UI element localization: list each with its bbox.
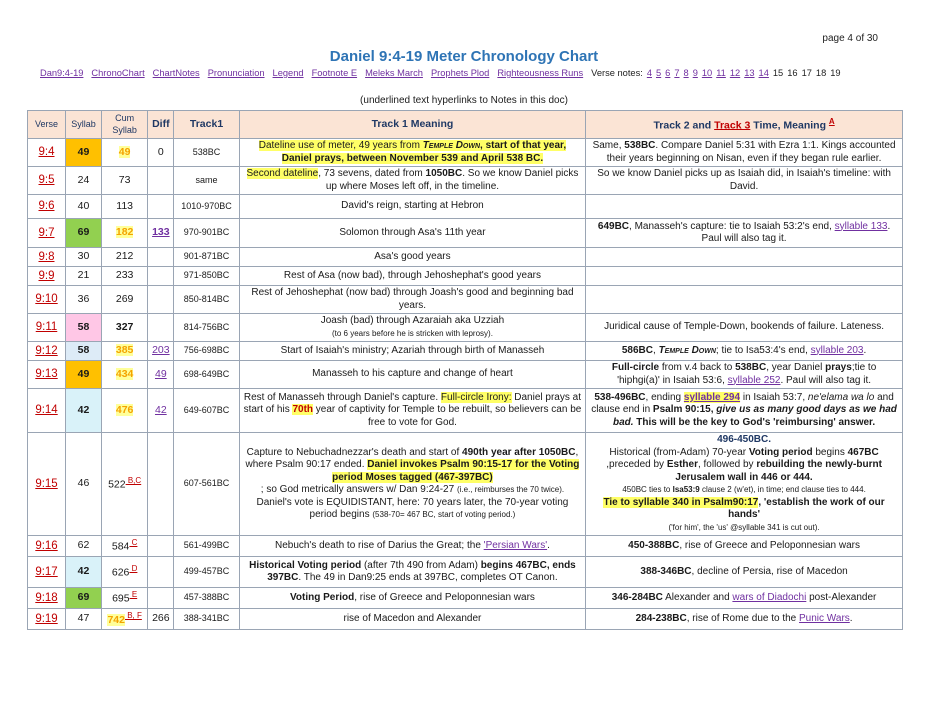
cell-text: 346-284BC [611, 591, 663, 603]
cell-text: 538BC [735, 362, 767, 373]
cell-text: (after 7th 490 from Adam) [361, 559, 481, 571]
cell-text: 70th [292, 404, 314, 416]
verse-link[interactable]: 9:19 [28, 609, 66, 630]
table-row [28, 433, 903, 536]
nav-link-7[interactable]: Prophets Plod [430, 68, 490, 78]
cell-text: Esther [666, 459, 698, 470]
track1-dates: 901-871BC [174, 248, 239, 267]
cell-text: Nebuch's death to rise of Darius the Great; the [274, 539, 484, 551]
cell-text: 496-450BC. [717, 434, 772, 445]
header-cum-syllab: Cum Syllab [101, 111, 147, 139]
syllable-count: 58 [66, 342, 102, 361]
diff-text[interactable]: 203 [152, 344, 170, 357]
track1-dates: 1010-970BC [174, 195, 239, 219]
cell-text: 586BC [621, 344, 654, 356]
cumulative-syllables [101, 167, 147, 195]
cell-text: Rest of Asa (now bad), through Jehoshephat's good years [283, 269, 541, 281]
verse-link[interactable]: 9:11 [28, 314, 66, 342]
verse-link[interactable]: 9:14 [28, 389, 66, 433]
cumulative-syllables [101, 195, 147, 219]
cell-text: tie to 'hiphgi(a)' in Isaiah 53:6, [617, 362, 877, 386]
cumulative-syllables [101, 588, 147, 609]
note-link[interactable]: 'Persian Wars' [483, 539, 548, 551]
cum-value: 476 [115, 403, 134, 416]
diff-text: 0 [157, 145, 164, 158]
cell-text: give us as many good days as we had bad. [612, 404, 897, 428]
footnote-a-link[interactable]: A [828, 116, 835, 126]
cell-text: clause 2 (w'et), in time; end clause ties to 444. [699, 485, 866, 494]
cumulative-syllables [101, 361, 147, 389]
cell-text: 490th year after 1050BC [462, 446, 576, 458]
syllable-count: 49 [66, 139, 102, 167]
verse-note-19: 19 [830, 68, 841, 78]
nav-link-3[interactable]: Pronunciation [207, 68, 265, 78]
track2-meaning [586, 609, 903, 630]
table-row [28, 557, 903, 588]
track2-meaning [586, 536, 903, 557]
table-header-row [28, 111, 903, 139]
cell-text: (538-70= 467 BC, start of voting period.) [372, 510, 516, 519]
track1-meaning [239, 342, 585, 361]
table-row [28, 609, 903, 630]
track1-meaning [239, 361, 585, 389]
track2-meaning [586, 557, 903, 588]
syllable-count: 69 [66, 219, 102, 248]
cell-text: preceded by [609, 459, 667, 470]
cell-text: and clause end in [591, 391, 894, 416]
cell-text: prays [825, 362, 852, 373]
verse-link[interactable]: 9:7 [28, 219, 66, 248]
cell-text: Manasseh to his capture and change of heart [312, 368, 513, 380]
cell-text: Temple Down [422, 140, 481, 151]
diff-value [148, 267, 174, 286]
track3-link[interactable]: Track 3 [714, 119, 751, 132]
cell-text: (i.e., reimburses the 70 twice). [456, 485, 565, 494]
nav-link-1[interactable]: ChronoChart [91, 68, 145, 78]
cell-text: , where Psalm 90:17 ended. [245, 446, 579, 470]
track2-meaning [586, 389, 903, 433]
header-diff: Diff [148, 111, 174, 139]
cell-text: This will be the key to God's 'reimbursing' answer. [633, 416, 876, 428]
cumulative-syllables [101, 536, 147, 557]
cell-text: , start of that year, Daniel prays, between November 539 and April 538 BC. [281, 140, 567, 164]
cumulative-syllables [101, 314, 147, 342]
syllable-count: 24 [66, 167, 102, 195]
track2-meaning [586, 248, 903, 267]
cell-text: Daniel's vote is EQUIDISTANT, here: 70 years later, the 70-year voting period begins [256, 496, 569, 520]
table-row [28, 314, 903, 342]
diff-value [148, 139, 174, 167]
cell-text: Second dateline [246, 168, 319, 179]
cell-text: , followed by [697, 459, 757, 470]
cumulative-syllables [101, 557, 147, 588]
footnote-link[interactable]: D [129, 564, 138, 574]
track1-dates: 756-698BC [174, 342, 239, 361]
cell-text: 450-388BC [628, 539, 680, 551]
track1-dates: 698-649BC [174, 361, 239, 389]
verse-link[interactable]: 9:15 [28, 433, 66, 536]
track1-meaning [239, 314, 585, 342]
diff-value[interactable] [148, 219, 174, 248]
track2-meaning [586, 219, 903, 248]
track1-meaning [239, 195, 585, 219]
verse-notes-label: Verse notes: [591, 68, 643, 78]
cell-text: Tie to syllable 340 in Psalm90:17 [603, 496, 759, 508]
track1-meaning [239, 248, 585, 267]
cell-text: year of captivity for Temple to be rebuilt, so believers can be free to vote for God. [313, 404, 582, 428]
diff-value [148, 433, 174, 536]
verse-link[interactable]: 9:6 [28, 195, 66, 219]
diff-value [148, 248, 174, 267]
cell-text: . [863, 344, 867, 356]
cell-text: , 'establish the work of our hands' [728, 496, 885, 520]
cell-text: Alexander and [662, 591, 733, 603]
track1-meaning [239, 267, 585, 286]
cell-text: , rise of Greece and Peloponnesian wars [354, 591, 535, 603]
table-row [28, 219, 903, 248]
cum-value: 182 [115, 226, 134, 239]
track2-meaning [586, 433, 903, 536]
nav-bar [40, 68, 845, 78]
cell-text: Psalm 90:15, [652, 404, 717, 416]
cell-text: Daniel invokes Psalm 90:15-17 for the Voting period Moses tagged (467-397BC) [332, 459, 580, 483]
track1-dates: 814-756BC [174, 314, 239, 342]
track1-dates: 649-607BC [174, 389, 239, 433]
cell-text: Temple Down [658, 344, 716, 356]
syllable-count: 21 [66, 267, 102, 286]
verse-note-link-8[interactable]: 8 [683, 68, 689, 78]
verse-note-link-13[interactable]: 13 [744, 68, 755, 78]
track2-meaning [586, 588, 903, 609]
cell-text: Historical Voting period [249, 559, 362, 571]
cell-text: , [606, 459, 610, 470]
cell-text: from v.4 back to [659, 362, 736, 373]
nav-link-5[interactable]: Footnote E [311, 68, 358, 78]
cell-text: , ending [645, 391, 684, 403]
cell-text: (to 6 years before he is stricken with leprosy). [331, 328, 493, 338]
diff-value [148, 536, 174, 557]
cumulative-syllables [101, 609, 147, 630]
diff-value [148, 588, 174, 609]
verse-link[interactable]: 9:18 [28, 588, 66, 609]
cell-text: 538-496BC [594, 391, 646, 403]
table-row [28, 248, 903, 267]
table-row [28, 195, 903, 219]
track1-dates: same [174, 167, 239, 195]
cell-text: , year Daniel [766, 362, 826, 373]
cell-text: ; [851, 362, 855, 373]
diff-value [148, 286, 174, 314]
diff-text[interactable]: 49 [154, 367, 167, 380]
cell-text: 538BC [624, 140, 656, 151]
header-track1: Track1 [174, 111, 239, 139]
verse-link[interactable]: 9:10 [28, 286, 66, 314]
cell-text: , rise of Rome due to the [686, 612, 800, 624]
track1-dates: 971-850BC [174, 267, 239, 286]
track1-meaning [239, 139, 585, 167]
track1-dates: 538BC [174, 139, 239, 167]
syllable-count: 30 [66, 248, 102, 267]
cumulative-syllables [101, 286, 147, 314]
verse-note-18: 18 [815, 68, 827, 78]
cum-value: 385 [115, 344, 134, 357]
cell-text: ; tie to Isa53:4's end, [715, 344, 811, 356]
cell-text: . The 49 in Dan9:25 ends at 397BC, completes OT Canon. [298, 572, 558, 583]
table-row [28, 588, 903, 609]
cum-value: 584 [111, 540, 130, 553]
cumulative-syllables [101, 248, 147, 267]
cumulative-syllables [101, 139, 147, 167]
verse-link[interactable]: 9:5 [28, 167, 66, 195]
diff-value [148, 314, 174, 342]
cell-text: Voting Period [289, 591, 355, 603]
cell-text: Joash (bad) through Azaraiah aka Uzziah [320, 315, 505, 326]
cell-text: Voting period [748, 446, 813, 458]
cell-text: Capture to Nebuchadnezzar's death and start of [246, 446, 463, 458]
table-row [28, 536, 903, 557]
cell-text: Asa's good years [374, 250, 451, 262]
track2-meaning [586, 314, 903, 342]
table-row [28, 361, 903, 389]
verse-note-17: 17 [801, 68, 812, 78]
header-syllab: Syllab [66, 111, 102, 139]
verse-note-16: 16 [787, 68, 798, 78]
cell-text: . Paul will also tag it. [780, 374, 872, 386]
cell-text: Same, [592, 140, 625, 151]
cumulative-syllables [101, 342, 147, 361]
cumulative-syllables [101, 267, 147, 286]
cell-text: 284-238BC [635, 612, 687, 624]
diff-text: 266 [152, 612, 170, 625]
table-row [28, 342, 903, 361]
footnote-link[interactable]: B, F [124, 611, 142, 621]
diff-value [148, 195, 174, 219]
syllable-count: 42 [66, 389, 102, 433]
cumulative-syllables [101, 433, 147, 536]
track2-meaning [586, 139, 903, 167]
cell-text: Historical (from-Adam) 70-year [609, 446, 749, 458]
track1-meaning [239, 609, 585, 630]
cum-value: 73 [118, 173, 131, 186]
hyperlink-note: (underlined text hyperlinks to Notes in this doc) [360, 95, 568, 106]
cell-text: 1050BC [425, 168, 463, 179]
cum-value: 327 [115, 320, 134, 333]
track1-dates: 388-341BC [174, 609, 239, 630]
cell-text: ne'elama wa lo [807, 391, 875, 403]
header-verse: Verse [28, 111, 66, 139]
verse-note-link-10[interactable]: 10 [701, 68, 713, 78]
note-link[interactable]: wars of Diadochi [732, 591, 807, 603]
diff-text[interactable]: 133 [152, 226, 170, 239]
track1-meaning [239, 588, 585, 609]
track1-dates: 607-561BC [174, 433, 239, 536]
verse-note-link-7[interactable]: 7 [674, 68, 680, 78]
cell-text: . So we know Daniel picks up where Moses left off, in the timeline. [325, 168, 579, 192]
track1-dates: 970-901BC [174, 219, 239, 248]
verse-note-link-9[interactable]: 9 [692, 68, 698, 78]
track2-meaning [586, 267, 903, 286]
header-track2-tail: Time, Meaning [750, 119, 829, 132]
cell-text: Full-circle [611, 362, 660, 373]
nav-link-6[interactable]: Meleks March [365, 68, 423, 78]
verse-note-link-5[interactable]: 5 [656, 68, 662, 78]
track2-meaning [586, 167, 903, 195]
verse-note-link-14[interactable]: 14 [758, 68, 769, 78]
footnote-link[interactable]: E [129, 590, 138, 600]
cell-text: . Paul will also tag it. [701, 220, 891, 244]
diff-value [148, 167, 174, 195]
table-row [28, 267, 903, 286]
cell-text: Juridical cause of Temple-Down, bookends of failure. Lateness. [604, 321, 885, 333]
cell-text: begins [812, 446, 848, 458]
verse-link[interactable]: 9:17 [28, 557, 66, 588]
syllable-count: 42 [66, 557, 102, 588]
cell-text: Rest of Jehoshephat (now bad) through Joash's good and beginning bad years. [251, 287, 574, 311]
footnote-link[interactable]: C [129, 538, 138, 548]
cell-text: . [547, 539, 550, 551]
cell-text: , Manasseh's capture: tie to Isaiah 53:2's end, [629, 220, 835, 232]
nav-link-8[interactable]: Righteousness Runs [497, 68, 584, 78]
verse-link[interactable]: 9:12 [28, 342, 66, 361]
track2-meaning [586, 195, 903, 219]
cum-value: 626 [111, 566, 130, 579]
diff-value [148, 609, 174, 630]
page-title: Daniel 9:4-19 Meter Chronology Chart [329, 48, 599, 65]
cum-value: 269 [115, 292, 134, 305]
header-track2-meaning [586, 111, 903, 139]
note-link[interactable]: Punic Wars [799, 612, 850, 624]
track1-meaning [239, 167, 585, 195]
cum-value: 434 [115, 367, 134, 380]
cell-text: 467BC [847, 446, 879, 458]
cell-text: Full-circle Irony: [440, 391, 512, 403]
verse-link[interactable]: 9:16 [28, 536, 66, 557]
verse-link[interactable]: 9:13 [28, 361, 66, 389]
syllable-count: 47 [66, 609, 102, 630]
track1-dates: 499-457BC [174, 557, 239, 588]
verse-note-link-11[interactable]: 11 [716, 68, 726, 78]
cell-text: post-Alexander [806, 591, 877, 603]
cell-text: rise of Macedon and Alexander [343, 612, 482, 624]
verse-note-link-4[interactable]: 4 [646, 68, 652, 78]
track1-meaning [239, 536, 585, 557]
page-number: page 4 of 30 [822, 33, 878, 44]
verse-note-15: 15 [772, 68, 784, 78]
cum-value: 49 [118, 145, 131, 158]
cumulative-syllables [101, 389, 147, 433]
cell-text: David's reign, starting at Hebron [341, 200, 484, 212]
header-track1-meaning: Track 1 Meaning [239, 111, 585, 139]
cum-value: 212 [115, 250, 134, 263]
track1-dates: 561-499BC [174, 536, 239, 557]
nav-link-2[interactable]: ChartNotes [152, 68, 200, 78]
cell-text: rebuilding the newly-burnt Jerusalem wall in 446 or 444. [675, 459, 882, 483]
track2-meaning [586, 342, 903, 361]
cell-text: Isa53:9 [672, 485, 700, 494]
cell-text: , 73 sevens, dated from [318, 168, 426, 179]
track1-dates: 850-814BC [174, 286, 239, 314]
verse-link[interactable]: 9:9 [28, 267, 66, 286]
cell-text: ('for him', the 'us' @syllable 341 is cut out). [668, 522, 820, 532]
track1-meaning [239, 433, 585, 536]
table-row [28, 167, 903, 195]
cum-value: 695 [112, 592, 130, 605]
diff-value[interactable] [148, 342, 174, 361]
cumulative-syllables [101, 219, 147, 248]
note-link[interactable]: syllable 203 [810, 344, 864, 356]
header-track2-text: Track 2 and [653, 119, 715, 132]
nav-link-0[interactable]: Dan9:4-19 [40, 68, 84, 78]
cell-text: Rest of Manasseh through Daniel's capture. [243, 391, 441, 403]
syllable-count: 69 [66, 588, 102, 609]
cell-text: 649BC [597, 220, 630, 232]
table-row [28, 139, 903, 167]
cell-text: Daniel prays at start of his [243, 391, 581, 416]
syllable-count: 40 [66, 195, 102, 219]
note-link[interactable]: syllable 252 [727, 374, 781, 386]
diff-value[interactable] [148, 361, 174, 389]
cum-value: 113 [116, 199, 134, 212]
syllable-count: 36 [66, 286, 102, 314]
syllable-count: 58 [66, 314, 102, 342]
nav-link-4[interactable]: Legend [272, 68, 304, 78]
note-link[interactable]: syllable 294 [683, 391, 741, 403]
chronology-table [27, 110, 903, 630]
track2-meaning [586, 361, 903, 389]
table-row [28, 286, 903, 314]
track1-meaning [239, 219, 585, 248]
cell-text: 388-346BC [640, 565, 692, 577]
track1-dates: 457-388BC [174, 588, 239, 609]
cum-value: 233 [115, 269, 134, 282]
diff-value[interactable] [148, 389, 174, 433]
syllable-count: 62 [66, 536, 102, 557]
cell-text: , [653, 344, 659, 356]
verse-note-link-12[interactable]: 12 [729, 68, 741, 78]
cell-text: So we know Daniel picks up as Isaiah did, in Isaiah's timeline: with David. [597, 168, 891, 192]
cum-value: 742 [107, 613, 125, 626]
verse-link[interactable]: 9:8 [28, 248, 66, 267]
cell-text: , rise of Greece and Peloponnesian wars [679, 539, 860, 551]
cell-text: Start of Isaiah's ministry; Azariah through birth of Manasseh [280, 344, 545, 356]
cell-text: begins 467BC, ends 397BC [267, 559, 576, 583]
diff-value [148, 557, 174, 588]
cell-text: . Compare Daniel 5:31 with Ezra 1:1. Kings accounted their years beginning on Nisan, even if they began rule earlier. [606, 140, 896, 164]
cell-text: 450BC ties to [622, 485, 673, 494]
cum-value: 522 [108, 478, 126, 491]
verse-note-link-6[interactable]: 6 [665, 68, 671, 78]
cell-text: Dateline use of meter, 49 years from [258, 140, 423, 151]
track1-meaning [239, 557, 585, 588]
cell-text: . [849, 612, 853, 624]
cell-text: in Isaiah 53:7, [740, 391, 808, 403]
cell-text: , decline of Persia, rise of Macedon [691, 565, 848, 577]
syllable-count: 46 [66, 433, 102, 536]
cell-text: ; so God metrically answers w/ Dan 9:24-27 [260, 484, 457, 495]
footnote-link[interactable]: B,C [125, 476, 142, 486]
syllable-count: 49 [66, 361, 102, 389]
note-link[interactable]: syllable 133 [834, 220, 888, 232]
table-row [28, 389, 903, 433]
verse-link[interactable]: 9:4 [28, 139, 66, 167]
track1-meaning [239, 389, 585, 433]
cell-text: Solomon through Asa's 11th year [339, 226, 486, 238]
diff-text[interactable]: 42 [154, 403, 167, 416]
track1-meaning [239, 286, 585, 314]
track2-meaning [586, 286, 903, 314]
